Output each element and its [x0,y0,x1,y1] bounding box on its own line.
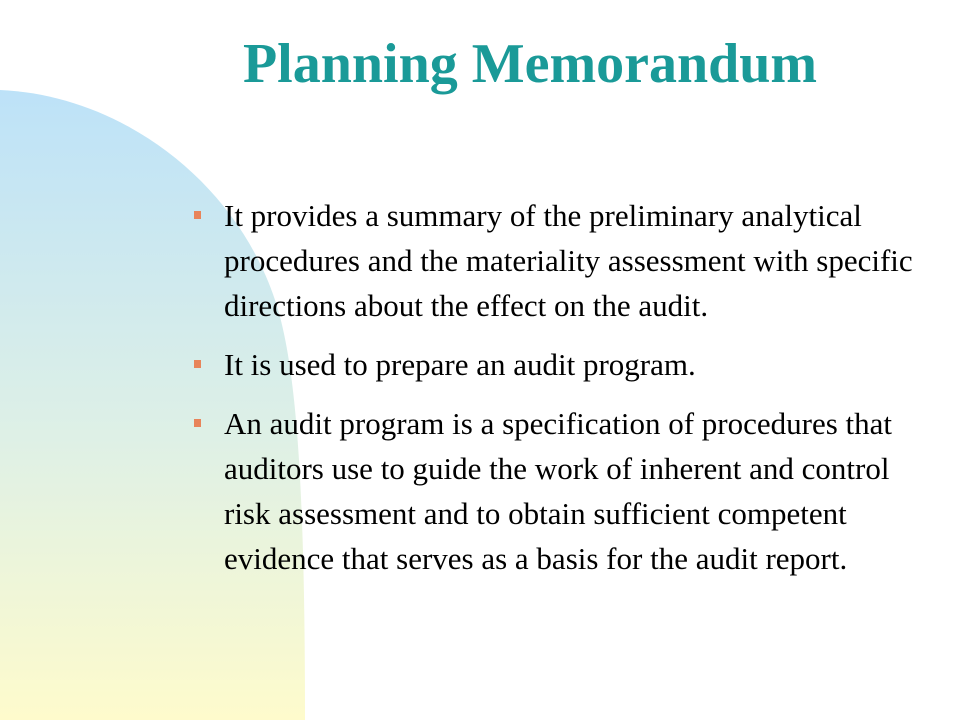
bullet-item [190,193,915,328]
bullet-text: An audit program is a specification of procedures that auditors use to guide the work of inherent and control risk assessment and to obtain sufficient competent evidence that serves as a basis for the audit report. [224,406,892,576]
slide-title: Planning Memorandum [242,33,818,95]
bullet-text: It is used to prepare an audit program. [224,347,696,382]
bullet-item [190,401,915,581]
bullet-text: It provides a summary of the preliminary analytical procedures and the materiality assessment with specific directions about the effect on the audit. [224,198,913,323]
bullet-list [190,193,915,595]
square-bullet-icon [194,211,201,219]
square-bullet-icon [194,360,201,368]
bullet-item [190,342,915,387]
square-bullet-icon [194,419,201,427]
